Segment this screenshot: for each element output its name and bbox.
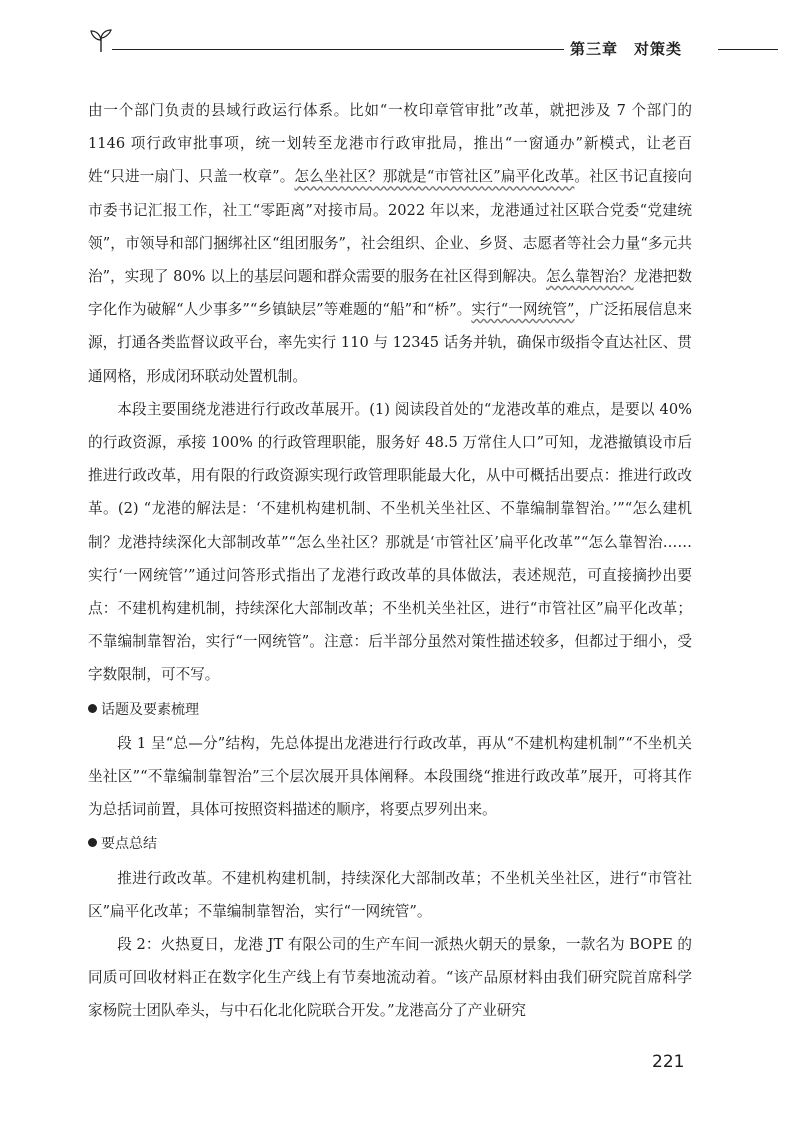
header-rule-right	[718, 49, 778, 50]
paragraph-source-continuation	[88, 94, 692, 393]
page-body	[88, 94, 692, 1028]
bullet-dot-icon	[88, 838, 97, 847]
paragraph-analysis: 本段主要围绕龙港进行行政改革展开。(1) 阅读段首处的“龙港改革的难点，是要以 40% 的行政资源，承接 100% 的行政管理职能，服务好 48.5 万常住人口”可知，龙港撤镇设市后推进行政改革，用有限的行政资源实现行政管理职能最大化，从中可概括出要点：推进行政改革。(2) “龙港的解法是：‘不建机构建机制、不坐机关坐社区、不靠编制靠智治。’”“怎么建机制？龙港持续深化大部制改革”“怎么坐社区？那就是‘市管社区’扁平化改革”“怎么靠智治……实行‘一网统管’”通过问答形式指出了龙港行政改革的具体做法，表述规范，可直接摘抄出要点：不建机构建机制，持续深化大部制改革；不坐机关坐社区，进行“市管社区”扁平化改革；不靠编制靠智治，实行“一网统管”。注意：后半部分虽然对策性描述较多，但都过于细小，受字数限制，可不写。	[88, 400, 692, 684]
header-rule-left	[112, 49, 582, 50]
sprout-logo-icon	[88, 28, 114, 54]
paragraph-structure: 段 1 呈“总—分”结构，先总体提出龙港进行行政改革，再从“不建机构建机制”“不坐机关坐社区”“不靠编制靠智治”三个层次展开具体阐释。本段围绕“推进行政改革”展开，可将其作为总括词前置，具体可按照资料描述的顺序，将要点罗列出来。	[88, 734, 692, 819]
wavy-underlined-phrase: 怎么靠智治？	[545, 268, 634, 286]
text-run: 由一个部门负责的县域行政运行体系。比如“一枚印章管审批”改革，就把涉及 7 个部门的 1146 项行政审批事项，统一划转至龙港市行政审批局，推出“一窗通办”新模式，让老百姓“只进一扇门、只盖一枚章”。	[88, 102, 692, 186]
wavy-underlined-phrase: 实行“一网统管”	[471, 301, 575, 319]
page-header	[88, 28, 778, 64]
section-heading-topics	[88, 694, 692, 727]
text-run: 。社区书记直接向市委书记汇报工作，社工“零距离”对接市局。2022 年以来，龙港通过社区联合党委“党建统领”，市领导和部门捆绑社区“组团服务”，社会组织、企业、乡贤、志愿者等社会力量“多元共治”，实现了 80% 以上的基层问题和群众需要的服务在社区得到解决。	[88, 168, 692, 286]
bullet-dot-icon	[88, 704, 97, 713]
section-heading-summary	[88, 828, 692, 861]
paragraph-summary: 推进行政改革。不建机构建机制，持续深化大部制改革；不坐机关坐社区，进行“市管社区”扁平化改革；不靠编制靠智治，实行“一网统管”。	[88, 869, 692, 920]
wavy-underlined-phrase: 怎么坐社区？那就是“市管社区”扁平化改革	[294, 168, 575, 186]
text-run: 龙港把数字化作为破解“人少事多”“乡镇缺层”等难题的“船”和“桥”。	[88, 268, 692, 319]
page-number: 221	[652, 1052, 685, 1072]
text-run: ，广泛拓展信息来源，打通各类监督议政平台，率先实行 110 与 12345 话务并轨，确保市级指令直达社区、贯通网格，形成闭环联动处置机制。	[88, 301, 692, 385]
paragraph-segment-2: 段 2：火热夏日，龙港 JT 有限公司的生产车间一派热火朝天的景象，一款名为 BOPE 的同质可回收材料正在数字化生产线上有节奏地流动着。“该产品原材料由我们研究院首席科学家杨院士团队牵头，与中石化北化院联合开发。”龙港高分了产业研究	[88, 936, 692, 1020]
chapter-title: 第三章 对策类	[564, 38, 688, 59]
section-heading-label: 要点总结	[101, 836, 157, 853]
section-heading-label: 话题及要素梳理	[101, 701, 199, 718]
